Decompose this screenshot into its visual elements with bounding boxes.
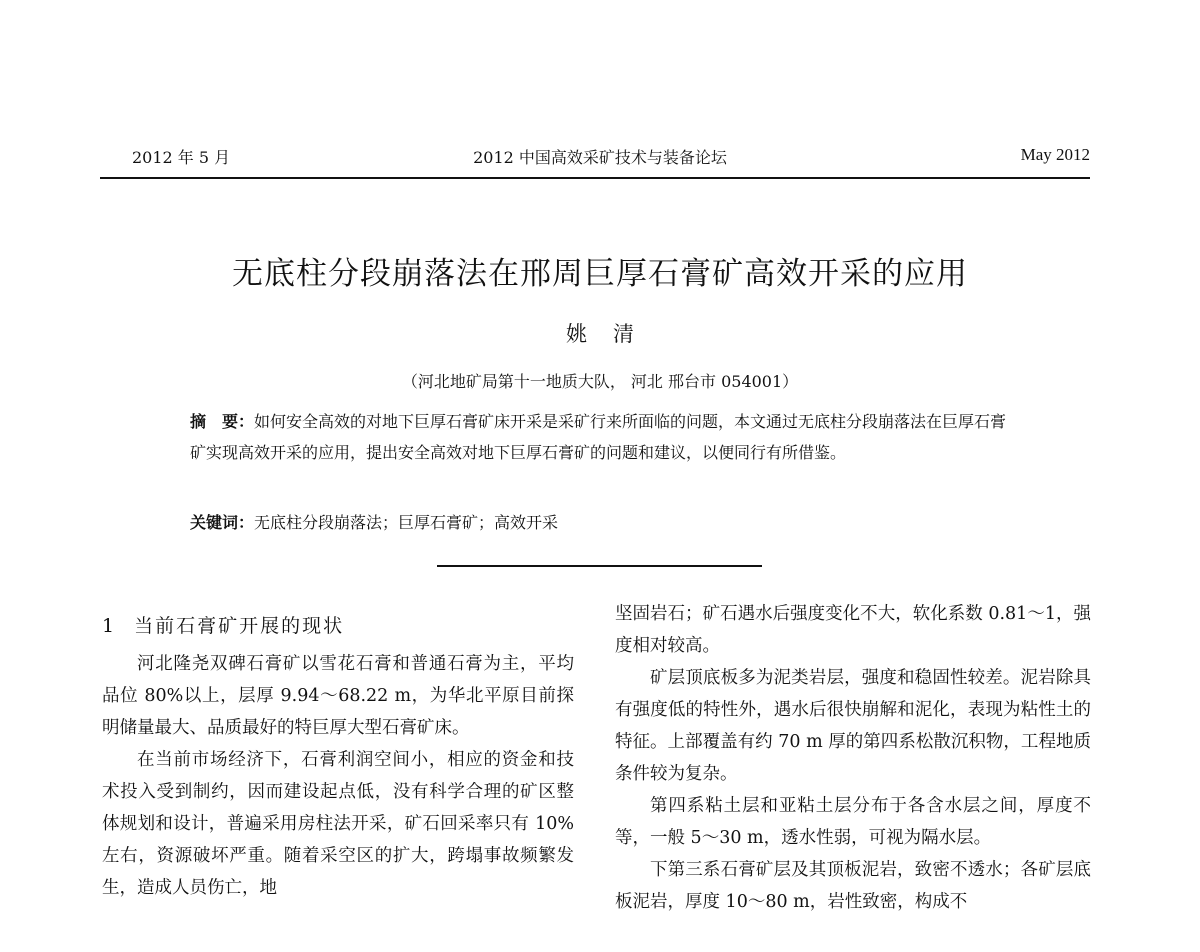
header-date: 2012 年 5 月 (132, 148, 231, 167)
header-conference: 2012 中国高效采矿技术与装备论坛 (473, 148, 727, 167)
header-rule (100, 177, 1090, 179)
left-column (102, 648, 574, 904)
right-column (615, 598, 1091, 918)
section-heading (102, 611, 344, 638)
body-paragraph: 矿层顶底板多为泥类岩层，强度和稳固性较差。泥岩除具有强度低的特性外，遇水后很快崩解和泥化，表现为粘性土的特征。上部覆盖有约 70 m 厚的第四系松散沉积物，工程地质条件较为复杂。 (615, 668, 1091, 784)
section-number: 1 (102, 615, 117, 637)
keywords-text: 无底柱分段崩落法；巨厚石膏矿；高效开采 (254, 513, 559, 532)
keywords (190, 510, 558, 533)
abstract (190, 406, 1010, 468)
abstract-label: 摘 要： (190, 412, 255, 431)
article-title: 无底柱分段崩落法在邢周巨厚石膏矿高效开采的应用 (232, 256, 968, 292)
article-author: 姚清 (566, 322, 660, 346)
body-paragraph: 河北隆尧双碑石膏矿以雪花石膏和普通石膏为主，平均品位 80%以上，层厚 9.94～68.22 m，为华北平原目前探明储量最大、品质最好的特巨厚大型石膏矿床。 (102, 654, 574, 738)
article-affiliation: （河北地矿局第十一地质大队， 河北 邢台市 054001） (401, 372, 799, 391)
abstract-divider (437, 565, 762, 567)
body-paragraph: 下第三系石膏矿层及其顶板泥岩，致密不透水；各矿层底板泥岩，厚度 10～80 m，岩性致密，构成不 (615, 860, 1091, 912)
body-paragraph: 坚固岩石；矿石遇水后强度变化不大，软化系数 0.81～1，强度相对较高。 (615, 604, 1091, 656)
keywords-label: 关键词： (190, 513, 255, 532)
section-title: 当前石膏矿开展的现状 (134, 615, 345, 637)
abstract-text: 如何安全高效的对地下巨厚石膏矿床开采是采矿行来所面临的问题，本文通过无底柱分段崩落法在巨厚石膏矿实现高效开采的应用，提出安全高效对地下巨厚石膏矿的问题和建议，以便同行有所借鉴。 (190, 412, 1007, 462)
header-date-english: May 2012 (1020, 145, 1090, 164)
body-paragraph: 第四系粘土层和亚粘土层分布于各含水层之间，厚度不等，一般 5～30 m，透水性弱，可视为隔水层。 (615, 796, 1091, 848)
body-paragraph: 在当前市场经济下，石膏利润空间小，相应的资金和技术投入受到制约，因而建设起点低，没有科学合理的矿区整体规划和设计，普遍采用房柱法开采，矿石回采率只有 10%左右，资源破坏严重。随着采空区的扩大，跨塌事故频繁发生，造成人员伤亡，地 (102, 750, 574, 898)
